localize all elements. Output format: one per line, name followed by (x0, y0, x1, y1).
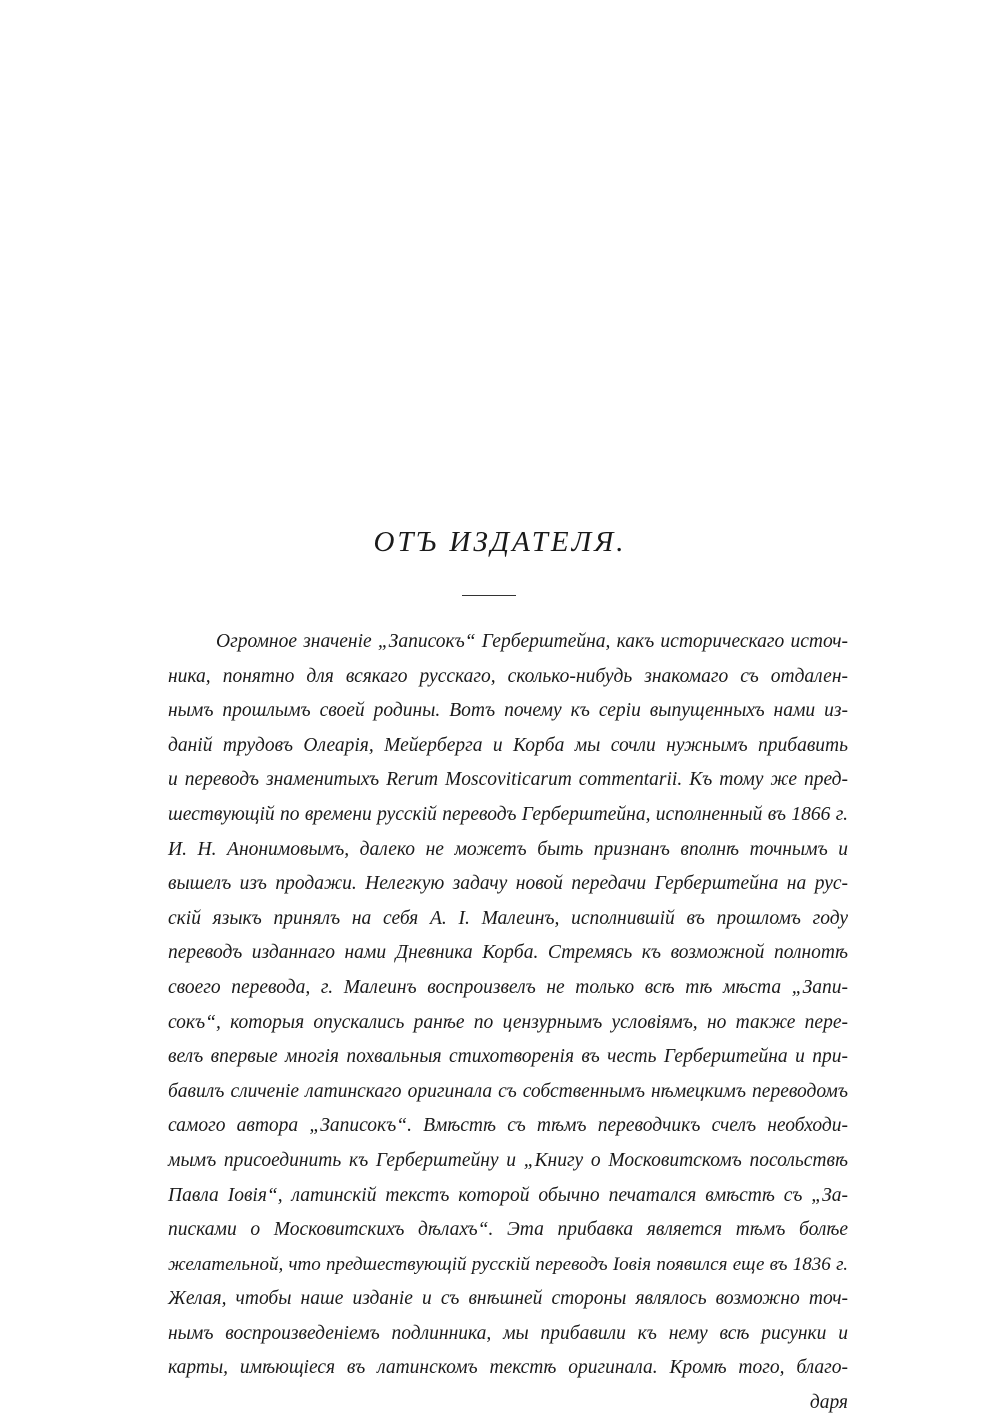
text-line: ника, понятно для всякаго русскаго, сколько-нибудь знакомаго съ отдален- (168, 665, 848, 687)
text-line: и переводъ знаменитыхъ Rerum Moscoviticarum commentarii. Къ тому же пред- (168, 769, 848, 791)
text-line: нымъ воспроизведенiемъ подлинника, мы прибавили къ нему всѣ рисунки и (168, 1322, 848, 1344)
text-line: мымъ присоединить къ Герберштейну и „Книгу о Московитскомъ посольствѣ (168, 1149, 848, 1171)
text-line: даря (809, 1392, 848, 1414)
text-line: сокъ“, которыя опускались ранѣе по цензурнымъ условiямъ, но также пере- (168, 1011, 848, 1033)
text-line: бавилъ сличенiе латинскаго оригинала съ собственнымъ нѣмецкимъ переводомъ (168, 1080, 848, 1102)
body-text (168, 625, 848, 1421)
title-divider (462, 595, 516, 596)
text-line: скiй языкъ принялъ на себя А. I. Малеинъ, исполнившiй въ прошломъ году (168, 907, 848, 929)
text-line: Желая, чтобы наше изданiе и съ внѣшней стороны являлось возможно точ- (168, 1288, 848, 1310)
text-line: нымъ прошлымъ своей родины. Вотъ почему къ серiи выпущенныхъ нами из- (168, 700, 848, 722)
text-line: данiй трудовъ Олеарiя, Мейерберга и Корба мы сочли нужнымъ прибавить (168, 734, 848, 756)
text-line: И. Н. Анонимовымъ, далеко не можетъ быть признанъ вполнѣ точнымъ и (168, 838, 848, 860)
text-line: переводъ изданнаго нами Дневника Корба. Стремясь къ возможной полнотѣ (168, 942, 848, 964)
text-line: карты, имѣющiеся въ латинскомъ текстѣ оригинала. Кромѣ того, благо- (168, 1357, 848, 1379)
text-line: писками о Московитскихъ дѣлахъ“. Эта прибавка является тѣмъ болѣе (168, 1219, 848, 1241)
text-line: вышелъ изъ продажи. Нелегкую задачу новой передачи Герберштейна на рус- (168, 873, 848, 895)
text-line: велъ впервые многiя похвальныя стихотворенiя въ честь Герберштейна и при- (168, 1046, 848, 1068)
text-line: шествующiй по времени русскiй переводъ Герберштейна, исполненный въ 1866 г. (168, 803, 848, 825)
text-line: Павла Iовiя“, латинскiй текстъ которой обычно печатался вмѣстѣ съ „За- (168, 1184, 848, 1206)
page-title: ОТЪ ИЗДАТЕЛЯ. (373, 526, 627, 558)
text-line: своего перевода, г. Малеинъ воспроизвелъ не только всѣ тѣ мѣста „Запи- (168, 976, 848, 998)
text-line: самого автора „Записокъ“. Вмѣстѣ съ тѣмъ переводчикъ счелъ необходи- (168, 1115, 848, 1137)
text-line: желательной, что предшествующiй русскiй переводъ Iовiя появился еще въ 1836 г. (168, 1253, 848, 1275)
text-line: Огромное значенiе „Записокъ“ Герберштейна, какъ историческаго источ- (216, 631, 848, 652)
